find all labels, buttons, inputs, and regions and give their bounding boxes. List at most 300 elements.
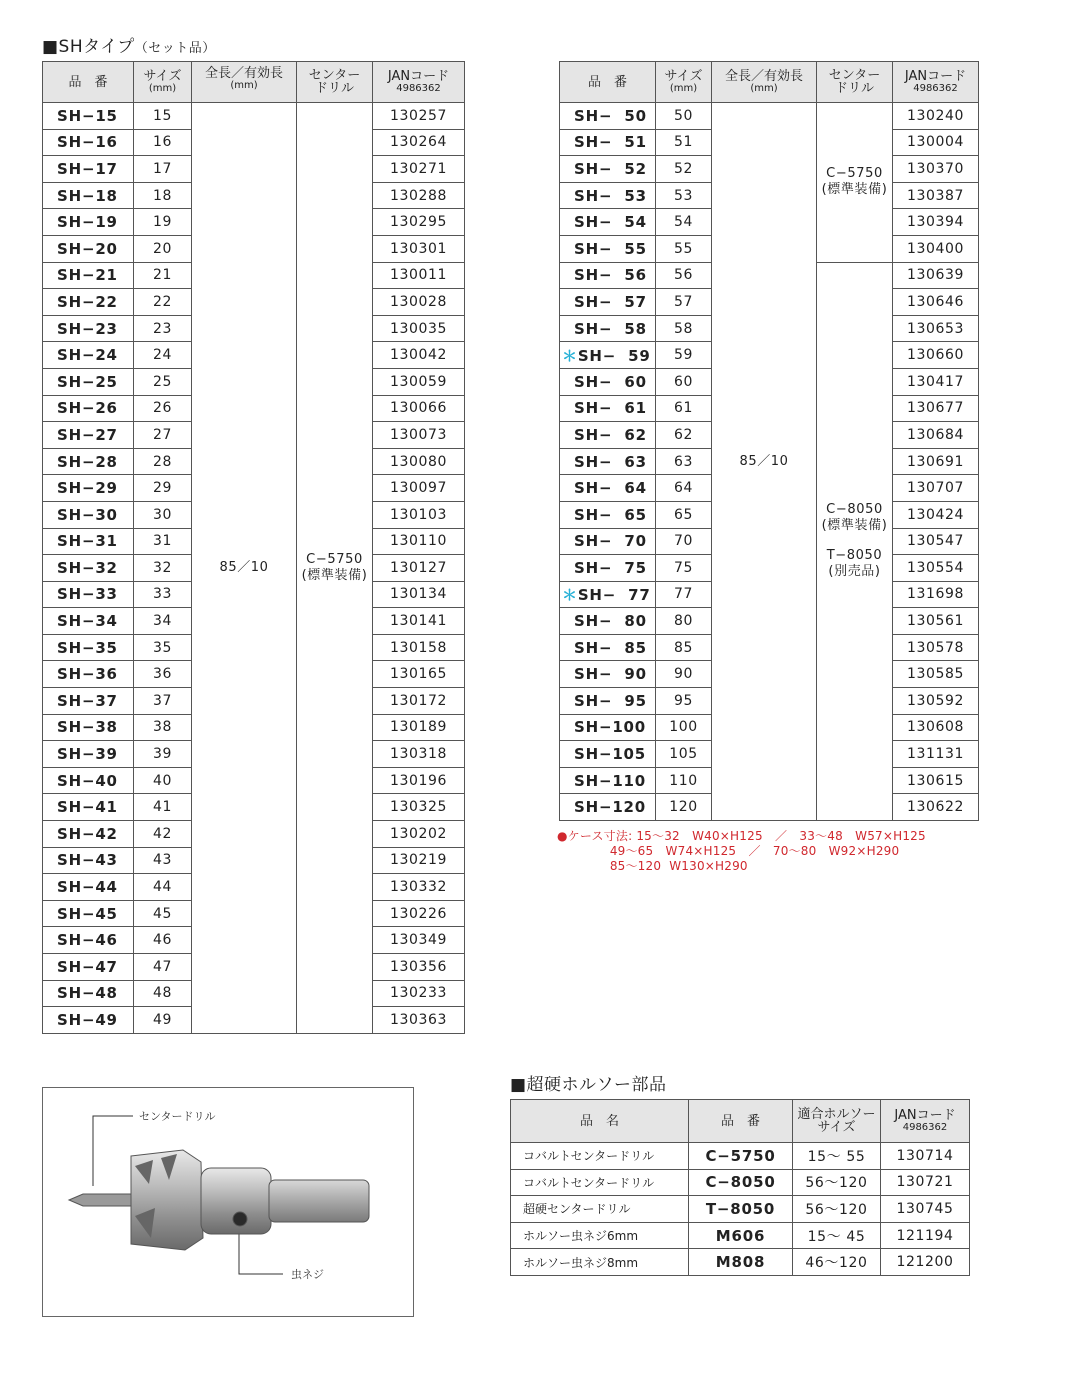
part-code-cell: [560, 767, 656, 794]
note-bullet: ●: [557, 829, 568, 843]
parts-row: [511, 1249, 970, 1276]
part-code: SH− 70: [574, 532, 647, 551]
parts-header-fit-line1: 適合ホルソー: [797, 1107, 876, 1122]
part-code: SH− 95: [574, 691, 647, 710]
header-size-unit: (mm): [669, 83, 698, 94]
jan-code: 130103: [373, 501, 465, 528]
table-row: [560, 103, 979, 130]
drill-model-b: C−8050: [826, 502, 883, 518]
jan-code: 130349: [373, 927, 465, 954]
part-code: SH−44: [43, 874, 134, 901]
jan-code: 130318: [373, 741, 465, 768]
size-value: 64: [656, 475, 712, 502]
part-code: SH−105: [574, 745, 647, 764]
size-value: 80: [656, 608, 712, 635]
size-value: 22: [134, 289, 192, 316]
size-value: 15: [134, 103, 192, 130]
size-value: 42: [134, 821, 192, 848]
parts-row: [511, 1196, 970, 1223]
header-length: [712, 62, 817, 103]
size-value: 19: [134, 209, 192, 236]
size-value: 85: [656, 634, 712, 661]
parts-header-jan: [881, 1100, 970, 1143]
part-code: SH− 77: [577, 585, 651, 604]
size-value: 56: [656, 262, 712, 289]
part-code-cell: [560, 634, 656, 661]
jan-code: 130073: [373, 422, 465, 449]
header-drill-line2: ドリル: [834, 81, 874, 96]
part-name: コバルトセンタードリル: [511, 1169, 689, 1196]
header-center-drill: [817, 62, 893, 103]
size-value: 50: [656, 103, 712, 130]
jan-code: 130554: [893, 555, 979, 582]
jan-code: 130295: [373, 209, 465, 236]
jan-code: 130134: [373, 581, 465, 608]
size-value: 27: [134, 422, 192, 449]
part-code: SH−48: [43, 980, 134, 1007]
jan-code: 130615: [893, 767, 979, 794]
shank: [269, 1180, 369, 1222]
drill-note-b: (標準装備): [821, 518, 888, 534]
size-value: 29: [134, 475, 192, 502]
part-code-cell: [560, 368, 656, 395]
part-code: SH−21: [43, 262, 134, 289]
size-value: 60: [656, 368, 712, 395]
part-code-cell: [560, 129, 656, 156]
size-value: 21: [134, 262, 192, 289]
center-drill-cell-a: [817, 103, 893, 263]
jan-code: 130578: [893, 634, 979, 661]
header-jan: [373, 62, 465, 103]
part-code-cell: [560, 235, 656, 262]
part-code: SH−38: [43, 714, 134, 741]
size-value: 31: [134, 528, 192, 555]
part-code-cell: [560, 422, 656, 449]
jan-code: 130141: [373, 608, 465, 635]
product-image-box: [42, 1087, 414, 1317]
size-value: 49: [134, 1007, 192, 1034]
holesaw-illustration: [43, 1088, 413, 1316]
jan-code: 130196: [373, 767, 465, 794]
part-code-cell: [560, 103, 656, 130]
part-code-cell: [560, 794, 656, 821]
size-value: 105: [656, 741, 712, 768]
part-code-cell: [560, 501, 656, 528]
size-value: 46: [134, 927, 192, 954]
part-code: SH− 65: [574, 505, 647, 524]
jan-code: 130127: [373, 555, 465, 582]
sh-title-main: ■SHタイプ: [42, 37, 135, 57]
jan-code: 130684: [893, 422, 979, 449]
jan-code: 121194: [881, 1222, 970, 1249]
size-value: 40: [134, 767, 192, 794]
part-name: 超硬センタードリル: [511, 1196, 689, 1223]
size-value: 16: [134, 129, 192, 156]
size-value: 90: [656, 661, 712, 688]
part-code: SH− 54: [574, 213, 647, 232]
size-value: 65: [656, 501, 712, 528]
size-value: 36: [134, 661, 192, 688]
set-screw: [233, 1212, 247, 1226]
size-value: 41: [134, 794, 192, 821]
size-value: 77: [656, 581, 712, 608]
part-code-cell: [560, 182, 656, 209]
part-code-cell: [560, 714, 656, 741]
part-code-cell: [560, 555, 656, 582]
jan-code: 130301: [373, 235, 465, 262]
jan-code: 130219: [373, 847, 465, 874]
size-value: 57: [656, 289, 712, 316]
part-code: SH−33: [43, 581, 134, 608]
jan-code: 130233: [373, 980, 465, 1007]
parts-row: [511, 1143, 970, 1170]
header-part-no: 品 番: [43, 62, 134, 103]
jan-code: 130288: [373, 182, 465, 209]
part-code: SH−28: [43, 448, 134, 475]
center-drill-cell: [297, 103, 373, 1034]
jan-code: 130028: [373, 289, 465, 316]
size-value: 28: [134, 448, 192, 475]
parts-header-fit-line2: サイズ: [817, 1120, 856, 1135]
part-code-cell: [560, 342, 656, 369]
size-value: 44: [134, 874, 192, 901]
header-center-drill: [297, 62, 373, 103]
part-code: SH−36: [43, 661, 134, 688]
size-value: 110: [656, 767, 712, 794]
header-part-no: 品 番: [560, 62, 656, 103]
size-value: 59: [656, 342, 712, 369]
part-code: SH− 60: [574, 372, 647, 391]
jan-code: 131131: [893, 741, 979, 768]
note-line-3: 85～120 W130×H290: [557, 859, 748, 873]
part-code: SH− 58: [574, 319, 647, 338]
header-drill-line1: センター: [308, 68, 361, 83]
header-drill-line2: ドリル: [314, 81, 354, 96]
header-size: [656, 62, 712, 103]
part-code: SH− 80: [574, 612, 647, 631]
part-code: SH−46: [43, 927, 134, 954]
jan-code: 130585: [893, 661, 979, 688]
jan-code: 130042: [373, 342, 465, 369]
length-value: 85／10: [739, 453, 789, 469]
note-line-1: ケース寸法: 15～32 W40×H125 ／ 33～48 W57×H125: [567, 829, 926, 843]
size-value: 17: [134, 156, 192, 183]
jan-code: 130035: [373, 315, 465, 342]
size-value: 32: [134, 555, 192, 582]
part-code: SH− 55: [574, 239, 647, 258]
jan-code: 130080: [373, 448, 465, 475]
part-code: M606: [689, 1222, 793, 1249]
jan-code: 130561: [893, 608, 979, 635]
size-value: 34: [134, 608, 192, 635]
drill-model-c: T−8050: [826, 548, 883, 564]
part-code-cell: [560, 315, 656, 342]
jan-code: 130332: [373, 874, 465, 901]
part-code: SH− 57: [574, 292, 647, 311]
header-length-label: 全長／有効長: [724, 69, 803, 84]
part-code: SH−22: [43, 289, 134, 316]
size-value: 120: [656, 794, 712, 821]
parts-table: [510, 1099, 970, 1276]
jan-code: 131698: [893, 581, 979, 608]
size-value: 70: [656, 528, 712, 555]
part-code: SH−110: [574, 771, 647, 790]
jan-code: 130400: [893, 235, 979, 262]
jan-code: 130547: [893, 528, 979, 555]
part-code: SH− 63: [574, 452, 647, 471]
part-code-cell: [560, 581, 656, 608]
size-value: 26: [134, 395, 192, 422]
part-code: SH−24: [43, 342, 134, 369]
jan-code: 130592: [893, 688, 979, 715]
jan-code: 130189: [373, 714, 465, 741]
jan-code: 130226: [373, 900, 465, 927]
jan-code: 130394: [893, 209, 979, 236]
part-code: SH− 53: [574, 186, 647, 205]
header-jan-prefix: 4986362: [396, 83, 441, 94]
part-code: SH−35: [43, 634, 134, 661]
drill-note: (標準装備): [301, 567, 368, 583]
asterisk-mark: ＊: [562, 346, 578, 365]
size-value: 23: [134, 315, 192, 342]
jan-code: 130172: [373, 688, 465, 715]
size-value: 37: [134, 688, 192, 715]
header-size-label: サイズ: [143, 69, 182, 84]
part-code: SH− 59: [577, 346, 651, 365]
part-code: SH−15: [43, 103, 134, 130]
header-size-unit: (mm): [148, 83, 177, 94]
fit-size: 56～120: [793, 1169, 881, 1196]
size-value: 18: [134, 182, 192, 209]
jan-code: 130417: [893, 368, 979, 395]
center-drill-cell-b: [817, 262, 893, 820]
sh-table-left: [42, 61, 465, 1034]
length-cell: [712, 103, 817, 821]
size-value: 25: [134, 368, 192, 395]
part-code: SH−18: [43, 182, 134, 209]
parts-section-title: ■超硬ホルソー部品: [510, 1075, 667, 1095]
note-line-2: 49～65 W74×H125 ／ 70～80 W92×H290: [557, 844, 900, 858]
jan-code: 130677: [893, 395, 979, 422]
part-code-cell: [560, 475, 656, 502]
jan-code: 130158: [373, 634, 465, 661]
jan-code: 130363: [373, 1007, 465, 1034]
part-code: SH− 90: [574, 665, 647, 684]
parts-header-jan-prefix: 4986362: [902, 1122, 948, 1133]
part-code: SH−32: [43, 555, 134, 582]
part-code: SH− 56: [574, 266, 647, 285]
header-size-label: サイズ: [664, 69, 703, 84]
header-jan: [893, 62, 979, 103]
jan-code: 130271: [373, 156, 465, 183]
drill-note-c: (別売品): [828, 564, 881, 580]
sh-table-right: [559, 61, 979, 821]
size-value: 48: [134, 980, 192, 1007]
part-code-cell: [560, 608, 656, 635]
part-code-cell: [560, 395, 656, 422]
size-value: 38: [134, 714, 192, 741]
label-center-drill: センタードリル: [139, 1110, 216, 1123]
part-code: SH− 50: [574, 106, 647, 125]
parts-row: [511, 1222, 970, 1249]
part-code-cell: [560, 448, 656, 475]
part-code: SH−30: [43, 501, 134, 528]
size-value: 43: [134, 847, 192, 874]
size-value: 53: [656, 182, 712, 209]
parts-row: [511, 1169, 970, 1196]
part-name: ホルソー虫ネジ6mm: [511, 1222, 689, 1249]
jan-code: 130097: [373, 475, 465, 502]
jan-code: 130059: [373, 368, 465, 395]
jan-code: 130004: [893, 129, 979, 156]
jan-code: 130264: [373, 129, 465, 156]
size-value: 51: [656, 129, 712, 156]
jan-code: 130110: [373, 528, 465, 555]
part-code: SH−17: [43, 156, 134, 183]
part-code: SH− 75: [574, 558, 647, 577]
part-code: SH−23: [43, 315, 134, 342]
header-jan-prefix: 4986362: [913, 83, 958, 94]
header-jan-label: JANコード: [904, 69, 967, 84]
parts-header-fit: [793, 1100, 881, 1143]
size-value: 58: [656, 315, 712, 342]
fit-size: 15～ 45: [793, 1222, 881, 1249]
jan-code: 130653: [893, 315, 979, 342]
part-code: M808: [689, 1249, 793, 1276]
part-code: SH−16: [43, 129, 134, 156]
size-value: 95: [656, 688, 712, 715]
label-set-screw: 虫ネジ: [291, 1268, 324, 1281]
header-jan-label: JANコード: [387, 69, 450, 84]
part-code-cell: [560, 661, 656, 688]
part-code: C−8050: [689, 1169, 793, 1196]
drill-bit: [69, 1194, 133, 1206]
size-value: 100: [656, 714, 712, 741]
part-code-cell: [560, 528, 656, 555]
part-name: コバルトセンタードリル: [511, 1143, 689, 1170]
jan-code: 130066: [373, 395, 465, 422]
leader-line-screw: [239, 1228, 283, 1274]
table-row: [43, 103, 465, 130]
part-code: SH−34: [43, 608, 134, 635]
part-code: SH−49: [43, 1007, 134, 1034]
part-code-cell: [560, 156, 656, 183]
size-value: 24: [134, 342, 192, 369]
size-value: 61: [656, 395, 712, 422]
part-code: SH−19: [43, 209, 134, 236]
header-length-unit: (mm): [230, 80, 258, 91]
jan-code: 130240: [893, 103, 979, 130]
part-code: SH−43: [43, 847, 134, 874]
part-code: SH−41: [43, 794, 134, 821]
case-size-note: [557, 829, 926, 874]
part-code: SH−47: [43, 954, 134, 981]
size-value: 20: [134, 235, 192, 262]
part-code: SH−40: [43, 767, 134, 794]
part-code: SH−31: [43, 528, 134, 555]
jan-code: 130257: [373, 103, 465, 130]
length-cell: [192, 103, 297, 1034]
size-value: 52: [656, 156, 712, 183]
part-code-cell: [560, 688, 656, 715]
parts-header-code: 品 番: [689, 1100, 793, 1143]
sh-section-title: [42, 32, 216, 57]
header-length: [192, 62, 297, 103]
part-code: SH−100: [574, 718, 647, 737]
part-code: T−8050: [689, 1196, 793, 1223]
parts-header-name: 品 名: [511, 1100, 689, 1143]
size-value: 54: [656, 209, 712, 236]
drill-model-a: C−5750: [826, 166, 883, 182]
part-code: SH−37: [43, 688, 134, 715]
part-code: SH−27: [43, 422, 134, 449]
jan-code: 130721: [881, 1169, 970, 1196]
part-code: SH−29: [43, 475, 134, 502]
drill-note-a: (標準装備): [821, 182, 888, 198]
drill-model: C−5750: [306, 551, 363, 567]
part-code: SH−120: [574, 798, 647, 817]
parts-header-jan-label: JANコード: [894, 1108, 956, 1123]
part-code-cell: [560, 262, 656, 289]
part-code: SH−45: [43, 900, 134, 927]
size-value: 33: [134, 581, 192, 608]
jan-code: 130387: [893, 182, 979, 209]
header-drill-line1: センター: [828, 68, 881, 83]
size-value: 55: [656, 235, 712, 262]
jan-code: 130325: [373, 794, 465, 821]
part-code: SH− 85: [574, 638, 647, 657]
part-code: C−5750: [689, 1143, 793, 1170]
jan-code: 130356: [373, 954, 465, 981]
fit-size: 56～120: [793, 1196, 881, 1223]
jan-code: 130707: [893, 475, 979, 502]
part-code: SH−20: [43, 235, 134, 262]
part-code: SH−39: [43, 741, 134, 768]
header-length-label: 全長／有効長: [204, 66, 283, 81]
size-value: 39: [134, 741, 192, 768]
part-code: SH− 64: [574, 479, 647, 498]
part-code: SH− 52: [574, 159, 647, 178]
size-value: 47: [134, 954, 192, 981]
part-code: SH− 51: [574, 133, 647, 152]
part-code-cell: [560, 741, 656, 768]
jan-code: 130646: [893, 289, 979, 316]
size-value: 30: [134, 501, 192, 528]
part-code: SH− 62: [574, 425, 647, 444]
part-name: ホルソー虫ネジ8mm: [511, 1249, 689, 1276]
size-value: 75: [656, 555, 712, 582]
jan-code: 130165: [373, 661, 465, 688]
sh-title-suffix: （セット品）: [134, 41, 216, 56]
part-code: SH−26: [43, 395, 134, 422]
part-code: SH− 61: [574, 399, 647, 418]
jan-code: 130424: [893, 501, 979, 528]
jan-code: 130202: [373, 821, 465, 848]
size-value: 35: [134, 634, 192, 661]
jan-code: 130370: [893, 156, 979, 183]
jan-code: 130622: [893, 794, 979, 821]
jan-code: 130691: [893, 448, 979, 475]
part-code-cell: [560, 289, 656, 316]
part-code-cell: [560, 209, 656, 236]
fit-size: 15～ 55: [793, 1143, 881, 1170]
header-length-unit: (mm): [750, 83, 778, 94]
jan-code: 130745: [881, 1196, 970, 1223]
part-code: SH−25: [43, 368, 134, 395]
size-value: 63: [656, 448, 712, 475]
fit-size: 46～120: [793, 1249, 881, 1276]
jan-code: 121200: [881, 1249, 970, 1276]
